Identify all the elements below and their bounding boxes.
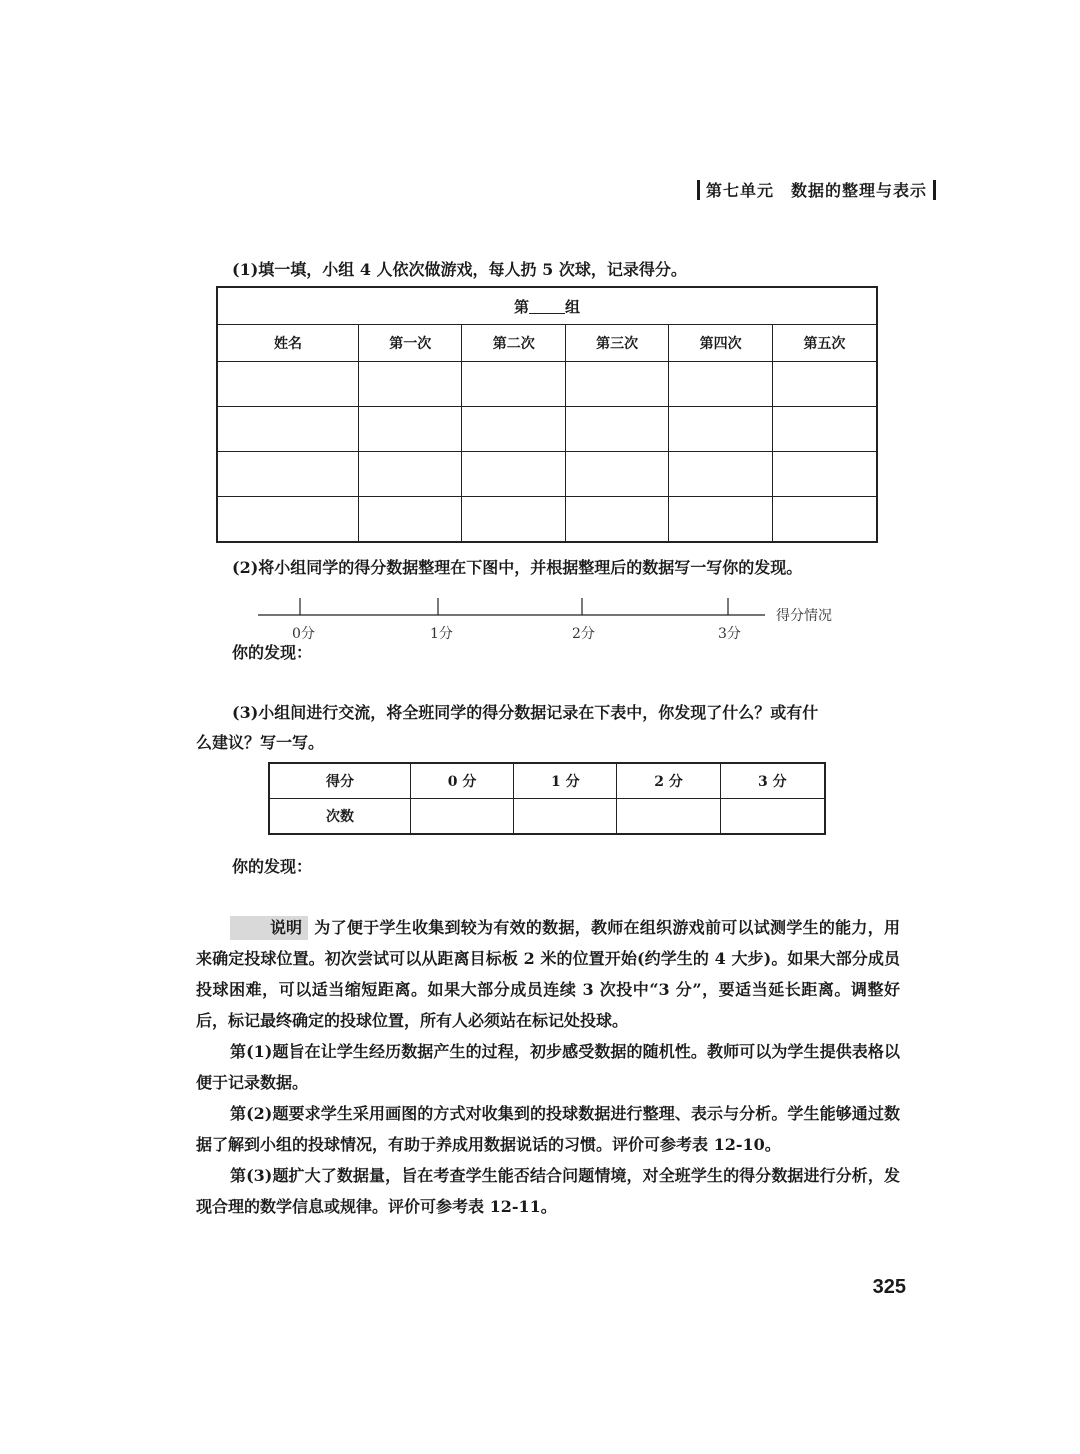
table-cell[interactable] <box>565 452 668 497</box>
table-cell[interactable] <box>411 799 514 835</box>
table-cell[interactable] <box>217 362 359 407</box>
axis-label: 1分 <box>430 626 453 642</box>
header-text: 第七单元 数据的整理与表示 <box>705 181 927 200</box>
table-cell[interactable] <box>772 452 877 497</box>
col-header: 2 分 <box>617 763 720 799</box>
table-cell[interactable] <box>514 799 617 835</box>
table-cell[interactable] <box>772 362 877 407</box>
table-title <box>217 287 877 325</box>
note-p1: 为了便于学生收集到较为有效的数据，教师在组织游戏前可以试测学生的能力，用来确定投球位置。初次尝试可以从距离目标板 2 米的位置开始(约学生的 4 大步)。如果大部分成员投球困难，可以适当缩短距离。如果大部分成员连续 3 次投中“3 分”，要适当延长距离。调整好后，标记最终确定的投球位置，所有人必须站在标记处投球。 <box>196 918 900 1030</box>
table-cell[interactable] <box>462 452 565 497</box>
q2-prompt: (2)将小组同学的得分数据整理在下图中，并根据整理后的数据写一写你的发现。 <box>232 558 803 577</box>
note-p4: 第(3)题扩大了数据量，旨在考查学生能否结合问题情境，对全班学生的得分数据进行分析，发现合理的数学信息或规律。评价可参考表 12-11。 <box>196 1166 900 1216</box>
table-row <box>217 407 877 452</box>
col-header: 第五次 <box>772 325 877 362</box>
group-score-table <box>216 286 878 543</box>
table-title-pre: 第 <box>513 297 529 316</box>
col-header: 第四次 <box>669 325 772 362</box>
note-paragraph <box>196 912 900 1036</box>
col-header: 第二次 <box>462 325 565 362</box>
axis-label: 2分 <box>572 626 595 642</box>
table-cell[interactable] <box>462 362 565 407</box>
table-cell[interactable] <box>720 799 825 835</box>
table-cell[interactable] <box>462 497 565 543</box>
score-axis <box>250 592 870 652</box>
axis-label: 3分 <box>718 626 741 642</box>
table-cell[interactable] <box>669 497 772 543</box>
col-header: 姓名 <box>217 325 359 362</box>
table-cell[interactable] <box>217 452 359 497</box>
axis-label: 0分 <box>292 626 315 642</box>
note-tag: 说明 <box>230 916 308 940</box>
q2-finding: 你的发现： <box>232 643 313 662</box>
table-cell[interactable] <box>462 407 565 452</box>
table-cell[interactable] <box>669 407 772 452</box>
table-row <box>217 497 877 543</box>
note-p3: 第(2)题要求学生采用画图的方式对收集到的投球数据进行整理、表示与分析。学生能够通过数据了解到小组的投球情况，有助于养成用数据说话的习惯。评价可参考表 12-10。 <box>196 1104 900 1154</box>
running-header <box>691 178 942 201</box>
table-cell[interactable] <box>359 407 462 452</box>
table-cell[interactable] <box>669 452 772 497</box>
table-cell[interactable] <box>359 497 462 543</box>
table-cell[interactable] <box>565 497 668 543</box>
table-cell[interactable] <box>217 497 359 543</box>
q3-prompt-line2: 么建议？写一写。 <box>196 733 325 752</box>
col-header: 0 分 <box>411 763 514 799</box>
table-cell[interactable] <box>217 407 359 452</box>
q3-finding: 你的发现： <box>232 857 313 876</box>
table-cell[interactable] <box>772 407 877 452</box>
q1-prompt: (1)填一填，小组 4 人依次做游戏，每人扔 5 次球，记录得分。 <box>232 260 687 279</box>
col-header: 1 分 <box>514 763 617 799</box>
table-cell[interactable] <box>617 799 720 835</box>
note-p2: 第(1)题旨在让学生经历数据产生的过程，初步感受数据的随机性。教师可以为学生提供表格以便于记录数据。 <box>196 1042 900 1092</box>
table-cell[interactable] <box>565 407 668 452</box>
table-cell[interactable] <box>772 497 877 543</box>
row-header: 得分 <box>269 763 411 799</box>
axis-title: 得分情况 <box>776 608 832 624</box>
group-number-blank[interactable] <box>529 297 565 314</box>
table-title-post: 组 <box>565 297 581 316</box>
table-row <box>217 452 877 497</box>
col-header: 3 分 <box>720 763 825 799</box>
q3-prompt-line1: (3)小组间进行交流，将全班同学的得分数据记录在下表中，你发现了什么？或有什 <box>232 703 819 722</box>
table-cell[interactable] <box>669 362 772 407</box>
col-header: 第三次 <box>565 325 668 362</box>
table-cell[interactable] <box>565 362 668 407</box>
note-section <box>196 912 900 1222</box>
col-header: 第一次 <box>359 325 462 362</box>
table-row <box>217 362 877 407</box>
row-header: 次数 <box>269 799 411 835</box>
page-number: 325 <box>872 1276 906 1298</box>
table-cell[interactable] <box>359 362 462 407</box>
header-bar-left <box>697 180 700 200</box>
table-cell[interactable] <box>359 452 462 497</box>
header-bar-right <box>933 180 936 200</box>
class-score-table <box>268 762 826 835</box>
